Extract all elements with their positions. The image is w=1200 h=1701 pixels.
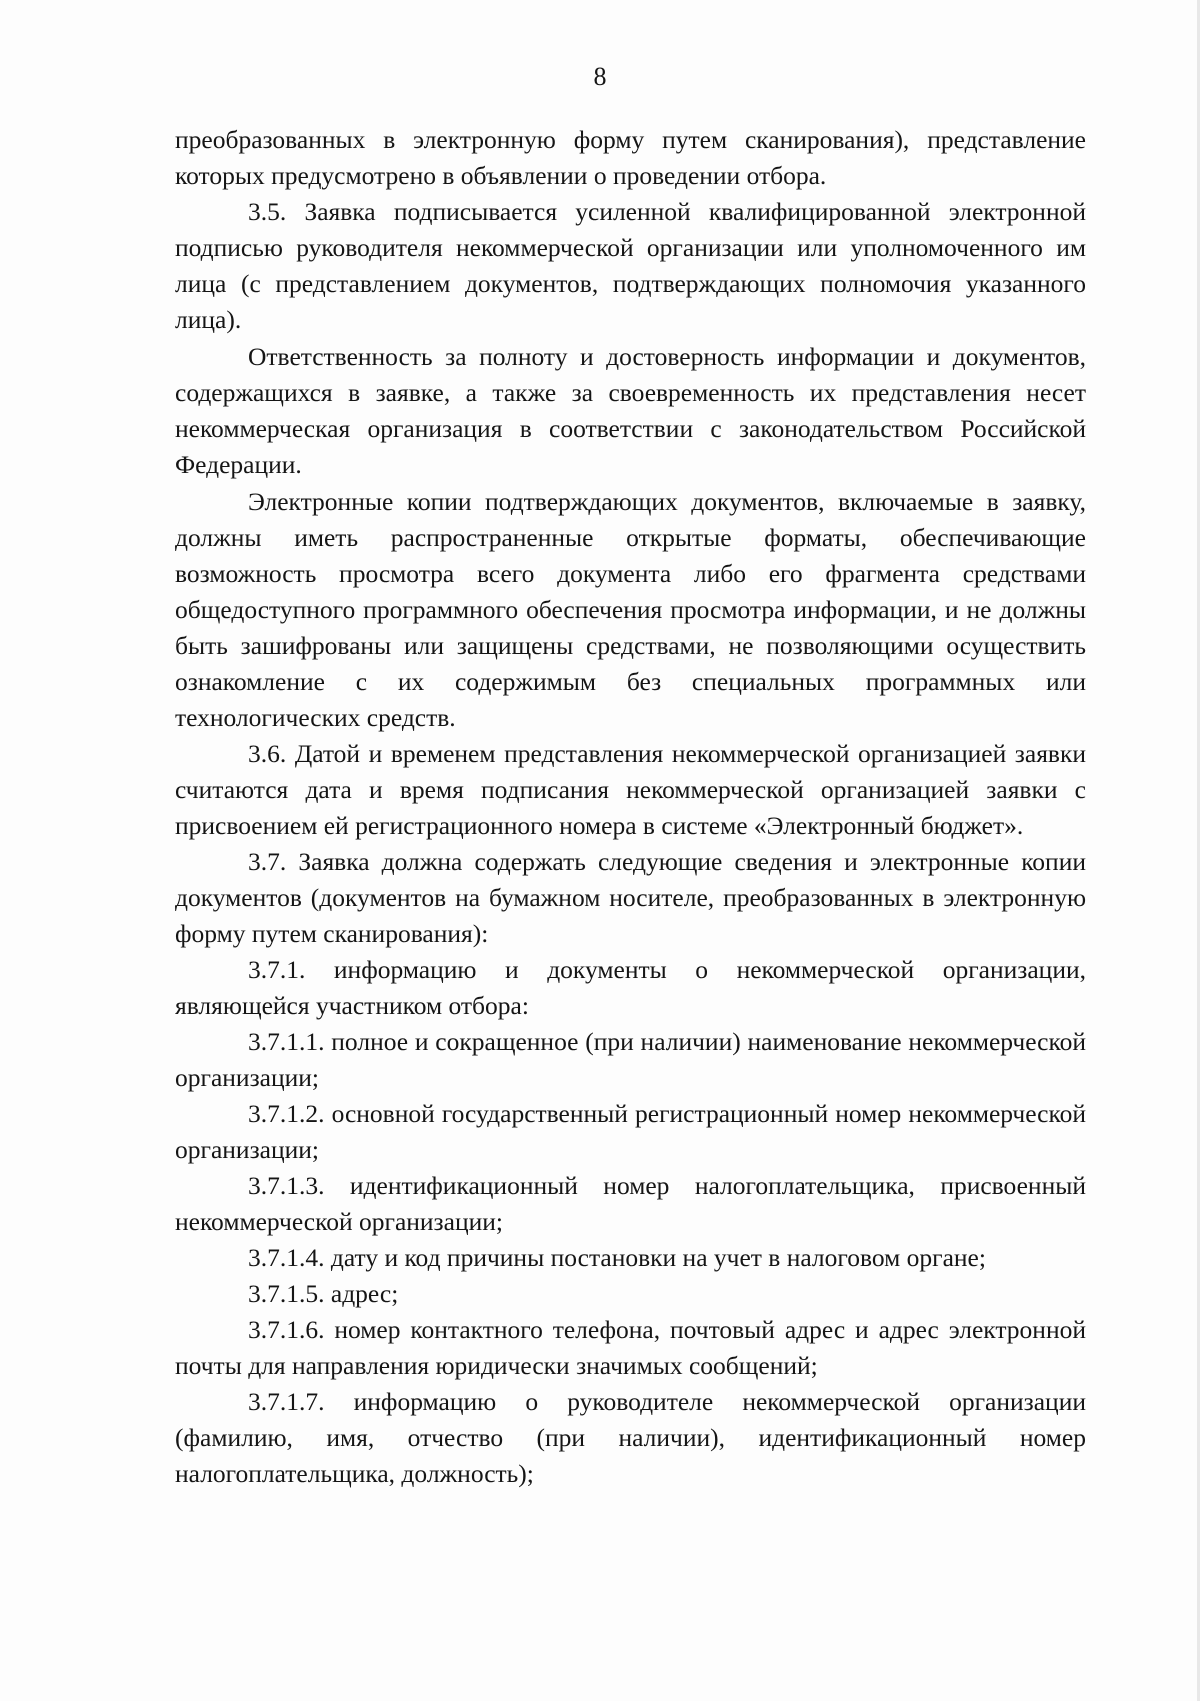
paragraph-3-7-1-1: 3.7.1.1. полное и сокращенное (при наличии) наименование некоммерческой организации; bbox=[175, 1027, 1086, 1092]
paragraph-3-7-1-2: 3.7.1.2. основной государственный регистрационный номер некоммерческой организации; bbox=[175, 1099, 1086, 1164]
paragraph-electronic-copies: Электронные копии подтверждающих документов, включаемые в заявку, должны иметь распространенные открытые форматы, обеспечивающие возможность просмотра всего документа либо его фрагмента средствами общедоступного программного обеспечения просмотра информации, и не должны быть зашифрованы или защищены средствами, не позволяющими осуществить ознакомление с их содержимым без специальных программных или технологических средств. bbox=[175, 487, 1086, 732]
paragraph-3-7-1-7: 3.7.1.7. информацию о руководителе некоммерческой организации (фамилию, имя, отчество (при наличии), идентификационный номер налогоплательщика, должность); bbox=[175, 1387, 1086, 1488]
paragraph-3-6: 3.6. Датой и временем представления некоммерческой организацией заявки считаются дата и время подписания некоммерческой организацией заявки с присвоением ей регистрационного номера в системе «Электронный бюджет». bbox=[175, 739, 1086, 840]
paragraph-3-7-1-5: 3.7.1.5. адрес; bbox=[248, 1279, 399, 1308]
paragraph-3-7-1: 3.7.1. информацию и документы о некоммерческой организации, являющейся участником отбора: bbox=[175, 955, 1086, 1020]
paragraph-continuation: преобразованных в электронную форму путем сканирования), представление которых предусмотрено в объявлении о проведении отбора. bbox=[175, 125, 1086, 190]
paragraph-3-7-1-4: 3.7.1.4. дату и код причины постановки на учет в налоговом органе; bbox=[248, 1243, 986, 1272]
paragraph-3-7-1-3: 3.7.1.3. идентификационный номер налогоплательщика, присвоенный некоммерческой организации; bbox=[175, 1171, 1086, 1236]
paragraph-responsibility: Ответственность за полноту и достоверность информации и документов, содержащихся в заявке, а также за своевременность их представления несет некоммерческая организация в соответствии с законодательством Российской Федерации. bbox=[175, 342, 1086, 479]
paragraph-3-7: 3.7. Заявка должна содержать следующие сведения и электронные копии документов (документов на бумажном носителе, преобразованных в электронную форму путем сканирования): bbox=[175, 847, 1086, 948]
paragraph-3-7-1-6: 3.7.1.6. номер контактного телефона, почтовый адрес и адрес электронной почты для направления юридически значимых сообщений; bbox=[175, 1315, 1086, 1380]
paragraph-3-5: 3.5. Заявка подписывается усиленной квалифицированной электронной подписью руководителя некоммерческой организации или уполномоченного им лица (с представлением документов, подтверждающих полномочия указанного лица). bbox=[175, 197, 1086, 334]
page-number: 8 bbox=[593, 62, 607, 91]
body-text bbox=[175, 122, 1086, 1492]
